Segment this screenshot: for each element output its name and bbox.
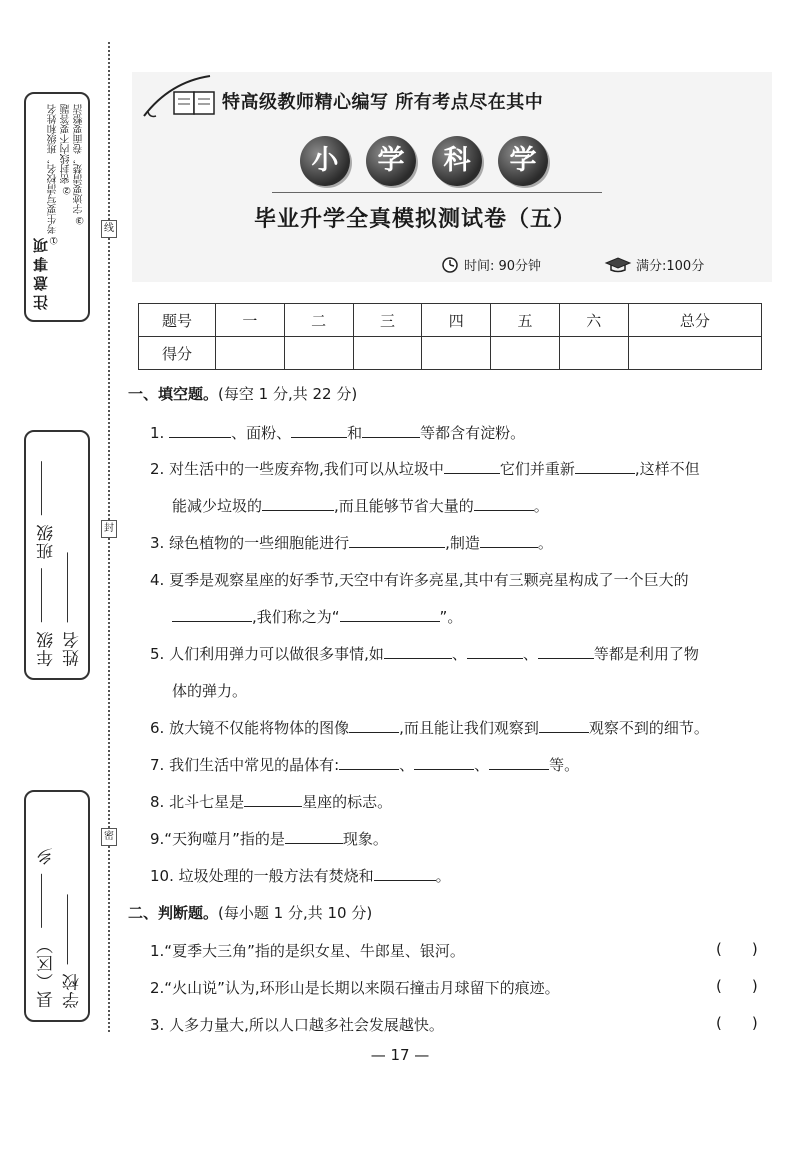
- table-column-header: 三: [353, 304, 422, 337]
- q-text: ,制造: [445, 534, 480, 552]
- answer-paren[interactable]: (): [716, 1014, 788, 1032]
- question-2: [150, 458, 700, 479]
- table-row: [139, 304, 762, 337]
- answer-blank[interactable]: [244, 792, 302, 807]
- name-fill-line[interactable]: [67, 552, 69, 622]
- section2-title: [128, 902, 372, 923]
- q-text: ,而且能让我们观察到: [399, 719, 539, 737]
- table-column-header: 二: [284, 304, 353, 337]
- question-3: [150, 532, 553, 553]
- question-7: [150, 754, 579, 775]
- judge-item-3: 3. 人多力量大,所以人口越多社会发展越快。: [150, 1016, 444, 1034]
- county-label: 县（区）: [37, 936, 57, 1008]
- notice-box: [24, 92, 90, 322]
- school-label: 学校: [63, 972, 83, 1008]
- table-column-header: 六: [559, 304, 628, 337]
- answer-blank[interactable]: [539, 718, 589, 733]
- table-column-header: 四: [422, 304, 491, 337]
- q-text: 观察不到的细节。: [588, 719, 709, 737]
- score-cell[interactable]: [216, 337, 285, 370]
- student-info-box: [24, 430, 90, 680]
- q-text: 和: [347, 424, 363, 442]
- question-8: [150, 791, 392, 812]
- section2-note: (每小题 1 分,共 10 分): [218, 904, 373, 922]
- school-info-box: [24, 790, 90, 1022]
- q-text: 7. 我们生活中常见的晶体有:: [150, 756, 340, 774]
- q-text: 。: [537, 534, 553, 552]
- notice-line-1: ①考生要写清校名，班级和姓名: [48, 104, 59, 245]
- answer-blank[interactable]: [172, 607, 252, 622]
- table-column-header: 五: [491, 304, 560, 337]
- score-label: 满分:100分: [636, 259, 705, 274]
- question-9: [150, 828, 388, 849]
- seal-char-secret: 密: [101, 828, 117, 846]
- answer-paren[interactable]: (): [716, 940, 788, 958]
- notice-title: 注意事项: [32, 234, 50, 310]
- subject-char: 小: [300, 136, 350, 186]
- score-cell[interactable]: [491, 337, 560, 370]
- answer-blank[interactable]: [285, 829, 343, 844]
- section1-title: [128, 383, 357, 404]
- notice-line-3: ③字迹要清楚，卷面要整洁: [74, 104, 85, 225]
- graduation-cap-icon: [604, 256, 632, 274]
- q-text: 等都含有淀粉。: [420, 424, 526, 442]
- q-text: 、: [451, 645, 467, 663]
- q-text: 、: [522, 645, 538, 663]
- table-column-header: 总分: [628, 304, 761, 337]
- answer-blank[interactable]: [384, 644, 452, 659]
- grade-label: 年级: [37, 630, 57, 666]
- score-table: [138, 303, 762, 370]
- school-field: [60, 892, 85, 1008]
- q-text: 10. 垃圾处理的一般方法有焚烧和: [150, 867, 374, 885]
- answer-blank[interactable]: [262, 496, 334, 511]
- grade-fill-line[interactable]: [41, 568, 43, 622]
- county-township-field: [34, 847, 59, 1008]
- q-text: 。: [435, 867, 451, 885]
- answer-blank[interactable]: [489, 755, 549, 770]
- grade-class-field: [34, 459, 59, 666]
- q-text: 体的弹力。: [172, 682, 248, 700]
- q-text: 6. 放大镜不仅能将物体的图像: [150, 719, 350, 737]
- q-text: 它们并重新: [499, 460, 575, 478]
- answer-blank[interactable]: [538, 644, 594, 659]
- answer-blank[interactable]: [340, 607, 440, 622]
- county-fill-line[interactable]: [41, 874, 43, 928]
- q-text: 等都是利用了物: [593, 645, 699, 663]
- section1-note: (每空 1 分,共 22 分): [218, 385, 358, 403]
- section1-heading: 一、填空题。: [128, 385, 219, 403]
- q-text: 、面粉、: [231, 424, 292, 442]
- question-2-cont: [172, 495, 549, 516]
- question-5: [150, 643, 699, 664]
- subject-title: [300, 136, 548, 186]
- q-text: 、: [474, 756, 490, 774]
- judge-item-1: 1.“夏季大三角”指的是织女星、牛郎星、银河。: [150, 942, 465, 960]
- township-label: 乡: [37, 847, 57, 866]
- score-cell[interactable]: [353, 337, 422, 370]
- q-text: ”。: [439, 608, 463, 626]
- score-info: [604, 255, 704, 274]
- answer-blank[interactable]: [444, 459, 500, 474]
- title-divider: [272, 192, 602, 193]
- table-row-label: 得分: [139, 337, 216, 370]
- q-text: ,我们称之为“: [252, 608, 340, 626]
- answer-blank[interactable]: [169, 423, 231, 438]
- q-text: 1.: [150, 424, 165, 442]
- q-text: 能减少垃圾的: [172, 497, 263, 515]
- name-label: 姓名: [63, 630, 83, 666]
- class-fill-line[interactable]: [41, 461, 43, 515]
- slogan: 特高级教师精心编写 所有考点尽在其中: [222, 92, 544, 113]
- score-cell[interactable]: [628, 337, 761, 370]
- answer-blank[interactable]: [291, 423, 347, 438]
- answer-blank[interactable]: [480, 533, 538, 548]
- clock-icon: [440, 256, 460, 274]
- q-text: 9.“天狗噬月”指的是: [150, 830, 285, 848]
- school-fill-line[interactable]: [67, 894, 69, 964]
- q-text: 4. 夏季是观察星座的好季节,天空中有许多亮星,其中有三颗亮星构成了一个巨大的: [150, 571, 689, 589]
- score-cell[interactable]: [559, 337, 628, 370]
- notice-line-2: ②密封线内不要答题: [61, 104, 72, 195]
- q-text: 3. 绿色植物的一些细胞能进行: [150, 534, 350, 552]
- q-text: 等。: [549, 756, 580, 774]
- subject-char: 学: [366, 136, 416, 186]
- name-field: [60, 550, 85, 666]
- answer-blank[interactable]: [349, 533, 445, 548]
- table-header-label: 题号: [139, 304, 216, 337]
- answer-blank[interactable]: [575, 459, 635, 474]
- subject-char: 科: [432, 136, 482, 186]
- section2-heading: 二、判断题。: [128, 904, 219, 922]
- q-text: 星座的标志。: [302, 793, 393, 811]
- q-text: ,而且能够节省大量的: [334, 497, 474, 515]
- table-row: [139, 337, 762, 370]
- page-number: — 17 —: [370, 1046, 430, 1064]
- score-cell[interactable]: [422, 337, 491, 370]
- q-text: 5. 人们利用弹力可以做很多事情,如: [150, 645, 384, 663]
- q-text: 现象。: [342, 830, 388, 848]
- answer-blank[interactable]: [349, 718, 399, 733]
- time-info: [440, 255, 541, 274]
- judge-item-2: 2.“火山说”认为,环形山是长期以来陨石撞击月球留下的痕迹。: [150, 979, 560, 997]
- answer-blank[interactable]: [414, 755, 474, 770]
- answer-blank[interactable]: [467, 644, 523, 659]
- book-pen-icon: [140, 72, 220, 122]
- question-5-cont: [172, 680, 247, 701]
- question-10: [150, 865, 451, 886]
- question-6: [150, 717, 709, 738]
- answer-blank[interactable]: [374, 866, 436, 881]
- q-text: 2. 对生活中的一些废弃物,我们可以从垃圾中: [150, 460, 444, 478]
- subject-char: 学: [498, 136, 548, 186]
- answer-blank[interactable]: [362, 423, 420, 438]
- class-label: 班级: [37, 523, 57, 560]
- q-text: 、: [399, 756, 415, 774]
- seal-char-line: 线: [101, 220, 117, 238]
- answer-blank[interactable]: [339, 755, 399, 770]
- question-4: [150, 569, 689, 590]
- q-text: 8. 北斗七星是: [150, 793, 245, 811]
- score-cell[interactable]: [284, 337, 353, 370]
- question-1: [150, 422, 525, 443]
- q-text: 。: [533, 497, 549, 515]
- answer-blank[interactable]: [474, 496, 534, 511]
- exam-title: 毕业升学全真模拟测试卷（五）: [254, 207, 577, 232]
- answer-paren[interactable]: (): [716, 977, 788, 995]
- question-4-cont: [172, 606, 462, 627]
- time-label: 时间: 90分钟: [464, 259, 542, 274]
- seal-char-seal: 封: [101, 520, 117, 538]
- q-text: ,这样不但: [634, 460, 700, 478]
- table-column-header: 一: [216, 304, 285, 337]
